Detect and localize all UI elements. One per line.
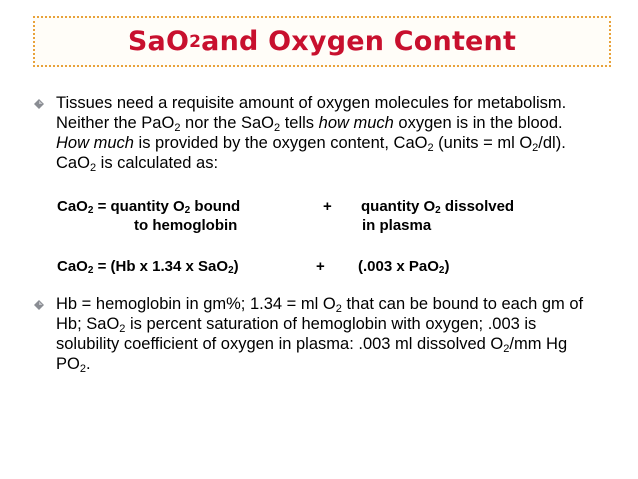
diamond-bullet-icon [34, 99, 44, 109]
bullet-text: Tissues need a requisite amount of oxygen molecules for metabolism. Neither the PaO$_2$ nor the SaO$_2$ tells how much oxygen is in the blood. How much is provided by the oxygen content, CaO$_2$ (units = ml $O_2/dl$). CaO$_2$ is calculated as: [56, 94, 567, 174]
bullet-tissue-oxygen [34, 93, 594, 173]
equation2-lhs: CaO$_2$ = (Hb x 1.34 x SaO$_2$) [57, 258, 239, 276]
equation1-lhs: CaO$_2$ = quantity $O_2$ bound [57, 198, 241, 216]
slide-title: SaO 2 and Oxygen Content [127, 26, 517, 57]
equation1-rhs: quantity $O_2$ dissolved [361, 198, 515, 216]
equation2-rhs: (.003 x PaO$_2$) [358, 258, 450, 276]
diamond-bullet-icon [34, 300, 44, 310]
equation1-plus: + [323, 198, 332, 215]
equation1-rhs-line2: in plasma [362, 217, 432, 234]
equation2-plus: + [316, 258, 325, 275]
bullet-definitions [34, 294, 594, 374]
bullet-text: Hb = hemoglobin in gm%; 1.34 = ml $O_2$ that can be bound to each gm of Hb; SaO$_2$ is percent saturation of hemoglobin with oxygen; .003 is solubility coefficient of oxygen in plasma: .003 ml dissolved $O_2/mm$ Hg $PO_2$. [56, 295, 584, 375]
equation1-lhs-line2: to hemoglobin [134, 217, 238, 234]
